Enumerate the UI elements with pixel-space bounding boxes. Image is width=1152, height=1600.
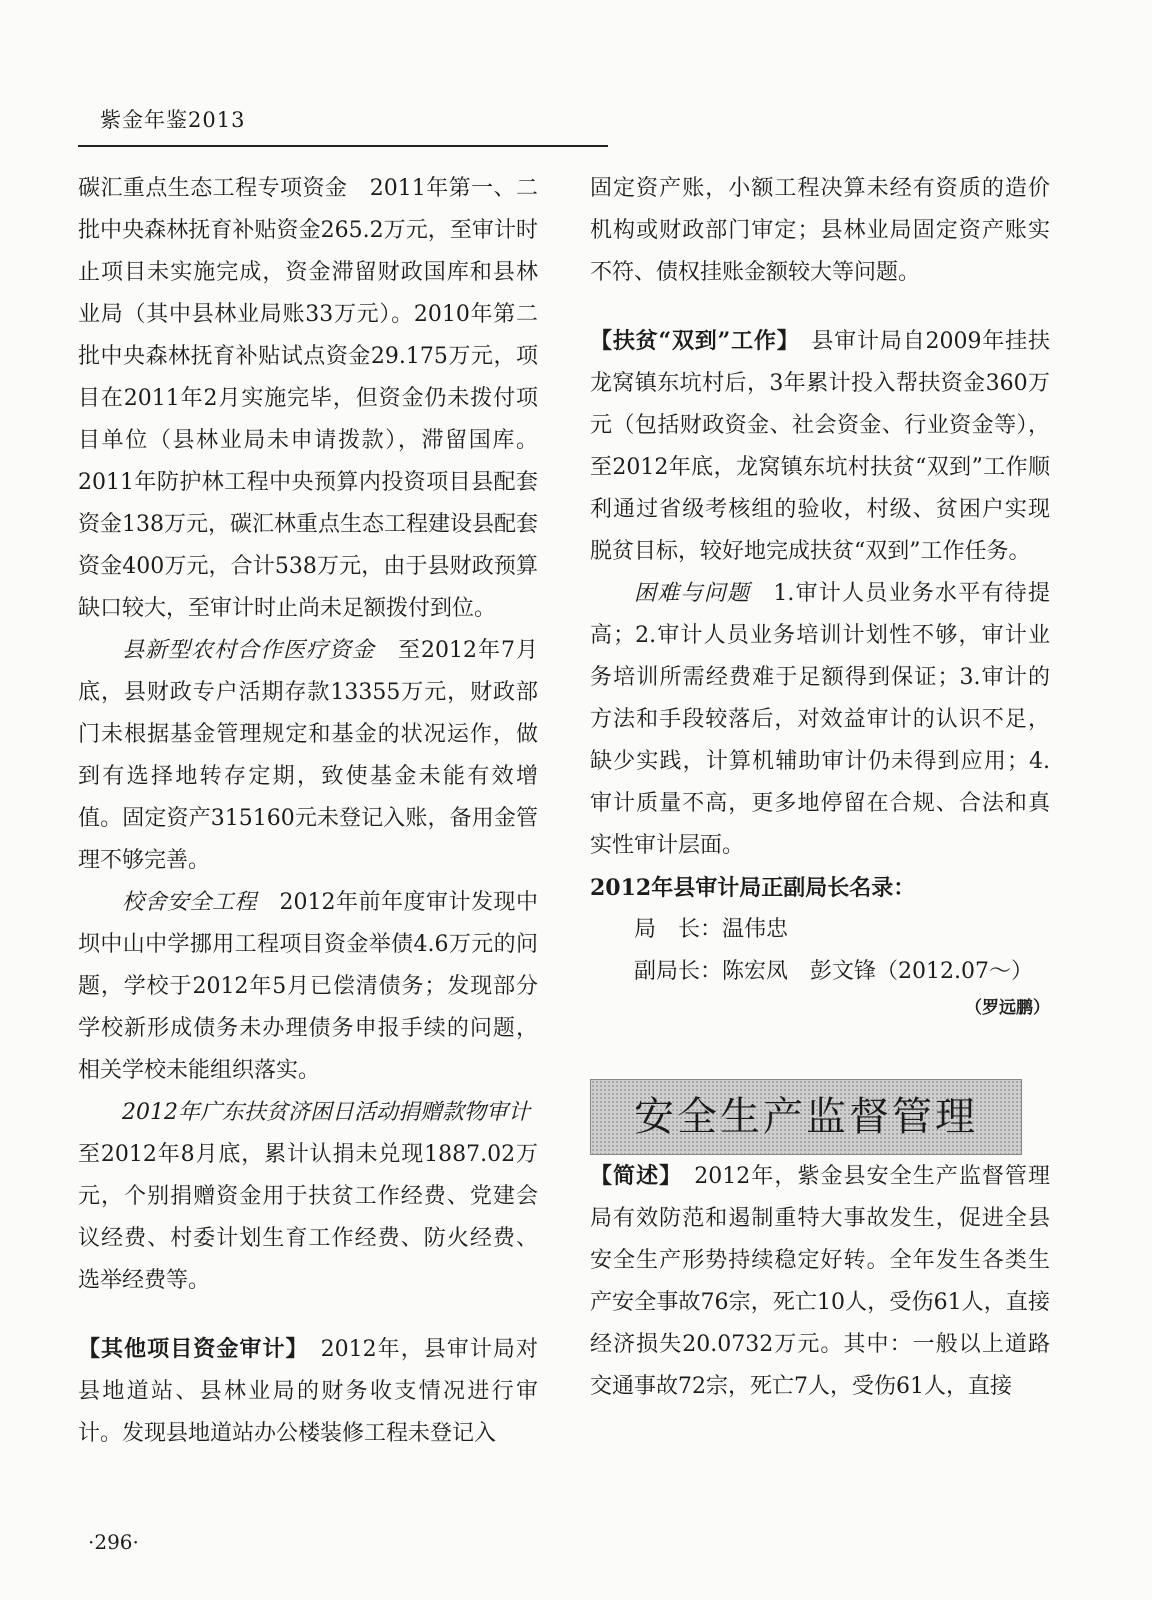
paragraph-school-safety [78, 882, 538, 1092]
paragraph-rural-medical-fund [78, 630, 538, 882]
paragraph-title: 困难与问题 [634, 581, 751, 606]
paragraph-overview [590, 1155, 1050, 1408]
paragraph-body: 1.审计人员业务水平有待提高；2.审计人员业务培训计划性不够，审计业务培训所需经费难于足额得到保证；3.审计的方法和手段较落后，对效益审计的认识不足，缺少实践，计算机辅助审计仍未得到应用；4.审计质量不高，更多地停留在合规、合法和真实性审计层面。 [590, 581, 1050, 858]
page-number: ·296· [88, 1530, 139, 1554]
paragraph-other-project-audit [78, 1328, 538, 1455]
paragraph-body: 2012年，县审计局对县地道站、县林业局的财务收支情况进行审计。发现县地道站办公楼装修工程未登记入 [78, 1337, 538, 1446]
paragraph-body: 2012年，紫金县安全生产监督管理局有效防范和遏制重特大事故发生，促进全县安全生产形势持续稳定好转。全年发生各类生产安全事故76宗，死亡10人，受伤61人，直接经济损失20.0732万元。其中：一般以上道路交通事故72宗，死亡7人，受伤61人，直接 [590, 1164, 1050, 1399]
paragraph-title: 2012年广东扶贫济困日活动捐赠款物审计 [122, 1100, 530, 1125]
section-heading: 【扶贫“双到”工作】 [590, 328, 789, 354]
paragraph-continued [590, 168, 1050, 294]
roster-deputy: 副局长：陈宏凤 彭文锋（2012.07～） [634, 959, 1033, 984]
paragraph-body: 碳汇重点生态工程专项资金 2011年第一、二批中央森林抚育补贴资金265.2万元，至审计时止项目未实施完成，资金滞留财政国库和县林业局（其中县林业局账33万元）。2010年第二批中央森林抚育补贴试点资金29.175万元，项目在2011年2月实施完毕，但资金仍未拨付项目单位（县林业局未申请拨款），滞留国库。2011年防护林工程中央预算内投资项目县配套资金138万元，碳汇林重点生态工程建设县配套资金400万元，合计538万元，由于县财政预算缺口较大，至审计时止尚未足额拨付到位。 [78, 176, 538, 621]
paragraph-title: 校舍安全工程 [122, 890, 257, 915]
paragraph-difficulties [590, 573, 1050, 867]
section-banner-title: 安全生产监督管理 [634, 1094, 978, 1140]
running-header: 紫金年鉴2013 [100, 108, 246, 132]
spacer [78, 1302, 538, 1328]
paragraph-body: 县审计局自2009年挂扶龙窝镇东坑村后，3年累计投入帮扶资金360万元（包括财政资金、社会资金、行业资金等），至2012年底，龙窝镇东坑村扶贫“双到”工作顺利通过省级考核组的验收，村级、贫困户实现脱贫目标，较好地完成扶贫“双到”工作任务。 [590, 329, 1050, 564]
paragraph-body: 至2012年7月底，县财政专户活期存款13355万元，财政部门未根据基金管理规定和基金的状况运作，做到有选择地转存定期，致使基金未能有效增值。固定资产315160元未登记入账，备用金管理不够完善。 [78, 638, 538, 873]
section-heading: 【简述】 [590, 1163, 672, 1189]
author-signature: （罗远鹏） [965, 998, 1050, 1018]
paragraph-body: 固定资产账，小额工程决算未经有资质的造价机构或财政部门审定；县林业局固定资产账实不符、债权挂账金额较大等问题。 [590, 176, 1050, 285]
section-banner [590, 1079, 1022, 1155]
roster-title: 2012年县审计局正副局长名录： [590, 875, 916, 901]
section-heading: 【其他项目资金审计】 [78, 1336, 298, 1362]
paragraph-body: 2012年前年度审计发现中坝中山中学挪用工程项目资金举债4.6万元的问题，学校于2012年5月已偿清债务；发现部分学校新形成债务未办理债务申报手续的问题，相关学校未能组织落实。 [78, 890, 538, 1083]
roster-director: 局 长：温伟忠 [634, 917, 789, 942]
paragraph-body: 至2012年8月底，累计认捐未兑现1887.02万元，个别捐赠资金用于扶贫工作经费、党建会议经费、村委计划生育工作经费、防火经费、选举经费等。 [78, 1100, 553, 1293]
paragraph-poverty-day-audit [78, 1092, 553, 1302]
right-column [590, 168, 1050, 1408]
paragraph-poverty-work [590, 320, 1050, 573]
left-column [78, 168, 553, 1455]
header-rule [78, 145, 608, 147]
spacer [590, 294, 1050, 320]
paragraph-title: 县新型农村合作医疗资金 [122, 638, 375, 663]
paragraph-carbon-sink-funds [78, 168, 538, 630]
